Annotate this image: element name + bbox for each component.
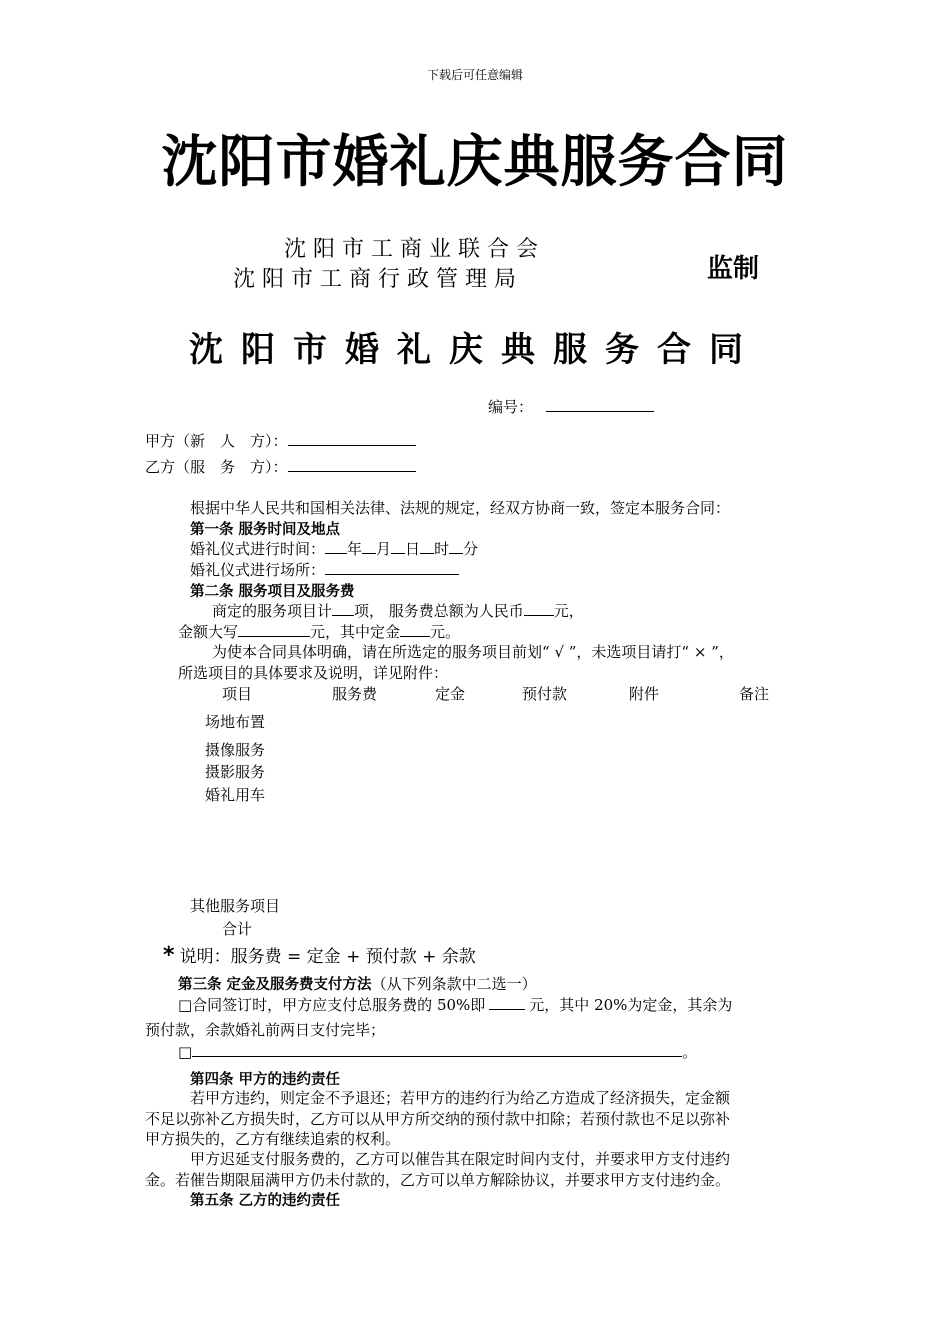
article-4-p1-line1: 若甲方违约，则定金不予退还；若甲方的违约行为给乙方造成了经济损失，定金额 (190, 1089, 731, 1107)
article-4-p1-line3: 甲方损失的，乙方有继续追索的权利。 (145, 1130, 401, 1148)
hour-field[interactable] (420, 539, 434, 554)
table-header-attachment: 附件 (629, 685, 660, 703)
note-star: * (163, 943, 175, 968)
total-row: 合计 (222, 920, 253, 938)
list-item: 婚礼用车 (205, 786, 266, 804)
other-services: 其他服务项目 (190, 897, 281, 915)
month-label: 月 (376, 540, 392, 558)
top-note: 下载后可任意编辑 (426, 68, 523, 82)
ceremony-place-label: 婚礼仪式进行场所： (190, 561, 326, 579)
intro-text: 根据中华人民共和国相关法律、法规的规定，经双方协商一致，签定本服务合同： (190, 499, 731, 517)
table-header-fee: 服务费 (332, 685, 378, 703)
table-header-item: 项目 (222, 685, 253, 703)
day-field[interactable] (391, 539, 405, 554)
payment-option-1 (178, 994, 732, 1015)
month-field[interactable] (362, 539, 376, 554)
total-fee-label: 项， 服务费总额为人民币 (354, 602, 524, 620)
party-a-line (145, 430, 416, 451)
fee-note (163, 942, 476, 968)
service-count-line (212, 600, 584, 621)
yuan-label: 元， (553, 602, 584, 620)
ceremony-time-line (190, 538, 478, 559)
amount-words-field[interactable] (238, 622, 310, 637)
year-label: 年 (347, 540, 363, 558)
article-3-note: （从下列条款中二选一） (371, 975, 537, 993)
option-1-text: □合同签订时，甲方应支付总服务费的 50%即 (178, 996, 486, 1014)
deposit-yuan-label: 元。 (430, 623, 461, 641)
item-count-label: 商定的服务项目计 (212, 602, 333, 620)
supervisor-org-2: 沈阳市工商行政管理局 (233, 267, 524, 292)
sub-title: 沈阳市婚礼庆典服务合同 (189, 330, 761, 370)
hour-label: 时 (434, 540, 450, 558)
party-b-label: 乙方（服 务 方）： (145, 458, 288, 476)
ceremony-place-line (190, 559, 459, 580)
total-fee-field[interactable] (524, 601, 554, 616)
party-a-label: 甲方（新 人 方）： (145, 432, 288, 450)
article-1-heading: 第一条 服务时间及地点 (190, 522, 341, 538)
article-3-heading: 第三条 定金及服务费支付方法 (178, 977, 372, 993)
article-4-p2-line1: 甲方迟延支付服务费的，乙方可以催告其在限定时间内支付，并要求甲方支付违约 (190, 1150, 731, 1168)
table-header-deposit: 定金 (435, 685, 466, 703)
serial-label: 编号： (488, 398, 534, 416)
attachment-instruction: 所选项目的具体要求及说明，详见附件： (178, 664, 449, 682)
day-label: 日 (405, 540, 421, 558)
serial-number (488, 396, 654, 417)
table-header-remark: 备注 (739, 685, 770, 703)
option-2-field[interactable] (192, 1042, 682, 1057)
minute-label: 分 (463, 540, 479, 558)
option-2-checkbox[interactable]: □ (178, 1043, 193, 1061)
list-item: 摄影服务 (205, 763, 266, 781)
party-a-field[interactable] (288, 431, 416, 446)
list-item: 场地布置 (205, 713, 266, 731)
article-5-heading: 第五条 乙方的违约责任 (190, 1193, 341, 1209)
minute-field[interactable] (449, 539, 463, 554)
article-4-p2-line2: 金。若催告期限届满甲方仍未付款的，乙方可以单方解除协议，并要求甲方支付违约金。 (145, 1171, 731, 1189)
option-1-text-2: 元，其中 20%为定金，其余为 (529, 996, 733, 1014)
party-b-line (145, 456, 416, 477)
amount-words-label: 金额大写 (178, 623, 239, 641)
article-2-heading: 第二条 服务项目及服务费 (190, 584, 355, 600)
mark-instruction: 为使本合同具体明确，请在所选定的服务项目前划“ √ ”，未选项目请打“ × ”， (212, 643, 734, 661)
deposit-label: 元，其中定金 (310, 623, 401, 641)
party-b-field[interactable] (288, 457, 416, 472)
payment-option-2 (178, 1041, 697, 1062)
article-3-heading-line (178, 973, 537, 994)
payment-option-1-cont: 预付款，余款婚礼前两日支付完毕； (145, 1021, 386, 1039)
main-title: 沈阳市婚礼庆典服务合同 (161, 130, 789, 195)
article-4-p1-line2: 不足以弥补乙方损失时，乙方可以从甲方所交纳的预付款中扣除；若预付款也不足以弥补 (145, 1110, 731, 1128)
place-field[interactable] (325, 560, 459, 575)
supervisor-org-1: 沈阳市工商业联合会 (284, 237, 546, 262)
item-count-field[interactable] (332, 601, 354, 616)
option-1-amount-field[interactable] (489, 995, 525, 1010)
table-header-prepay: 预付款 (522, 685, 568, 703)
option-2-end: 。 (682, 1043, 698, 1061)
supervise-label: 监制 (707, 254, 760, 284)
ceremony-time-label: 婚礼仪式进行时间： (190, 540, 326, 558)
amount-words-line (178, 621, 460, 642)
note-text: 说明：服务费 = 定金 + 预付款 + 余款 (179, 947, 476, 967)
article-4-heading: 第四条 甲方的违约责任 (190, 1072, 341, 1088)
serial-field[interactable] (546, 397, 654, 412)
list-item: 摄像服务 (205, 741, 266, 759)
year-field[interactable] (325, 539, 347, 554)
deposit-field[interactable] (400, 622, 430, 637)
